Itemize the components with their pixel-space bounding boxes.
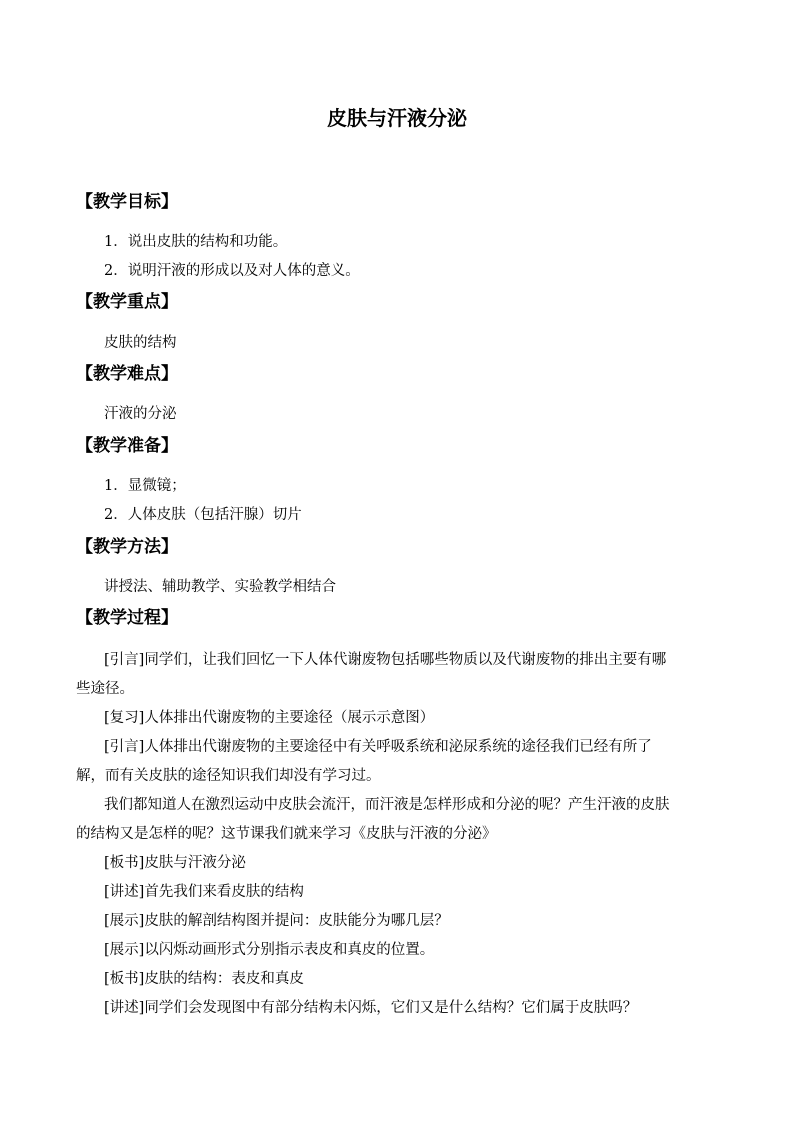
- process-line: 我们都知道人在激烈运动中皮肤会流汗，而汗液是怎样形成和分泌的呢？产生汗液的皮肤: [104, 797, 670, 813]
- process-line: [展示]皮肤的解剖结构图并提问：皮肤能分为哪几层？: [104, 913, 449, 929]
- process-line: [引言]同学们，让我们回忆一下人体代谢废物包括哪些物质以及代谢废物的排出主要有哪: [104, 652, 667, 668]
- process-line: 些途径。: [76, 681, 134, 697]
- heading-teaching-goals: 【教学目标】: [76, 192, 178, 212]
- preparation-item: 1．显微镜；: [104, 478, 186, 494]
- process-line: [展示]以闪烁动画形式分别指示表皮和真皮的位置。: [104, 942, 435, 958]
- process-line: [复习]人体排出代谢废物的主要途径（展示示意图）: [104, 710, 435, 726]
- process-line: [板书]皮肤与汗液分泌: [104, 855, 246, 871]
- heading-preparation: 【教学准备】: [76, 436, 178, 456]
- process-line: [板书]皮肤的结构：表皮和真皮: [104, 971, 304, 987]
- heading-method: 【教学方法】: [76, 537, 178, 557]
- process-line: [引言]人体排出代谢废物的主要途径中有关呼吸系统和泌尿系统的途径我们已经有所了: [104, 739, 652, 755]
- goal-item: 1．说出皮肤的结构和功能。: [104, 234, 288, 250]
- process-line: 的结构又是怎样的呢？这节课我们就来学习《皮肤与汗液的分泌》: [76, 826, 497, 842]
- heading-key-point: 【教学重点】: [76, 292, 178, 312]
- document-title: 皮肤与汗液分泌: [327, 106, 467, 130]
- key-point-text: 皮肤的结构: [104, 335, 177, 351]
- heading-difficulty: 【教学难点】: [76, 364, 178, 384]
- process-line: [讲述]首先我们来看皮肤的结构: [104, 884, 304, 900]
- process-line: [讲述]同学们会发现图中有部分结构未闪烁，它们又是什么结构？它们属于皮肤吗？: [104, 1000, 638, 1016]
- process-line: 解，而有关皮肤的途径知识我们却没有学习过。: [76, 768, 381, 784]
- method-text: 讲授法、辅助教学、实验教学相结合: [104, 579, 336, 595]
- goal-item: 2．说明汗液的形成以及对人体的意义。: [104, 263, 360, 279]
- preparation-item: 2．人体皮肤（包括汗腺）切片: [104, 507, 302, 523]
- difficulty-text: 汗液的分泌: [104, 406, 177, 422]
- heading-process: 【教学过程】: [76, 608, 178, 628]
